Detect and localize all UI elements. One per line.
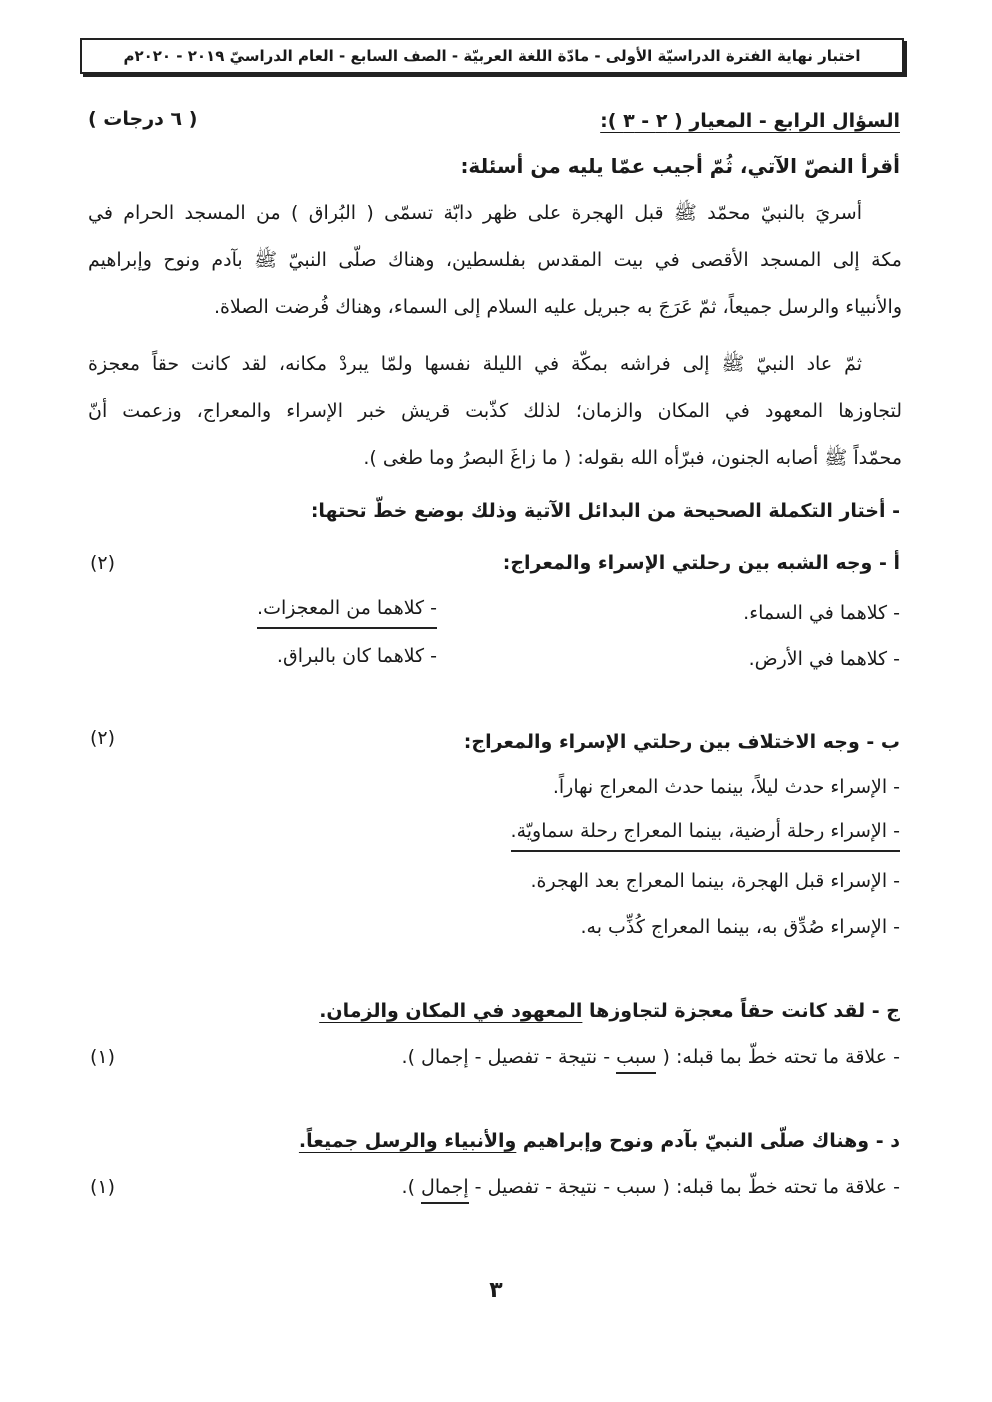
exam-header (80, 38, 904, 74)
item-c-choice-result[interactable]: نتيجة (558, 1046, 598, 1068)
item-d-mark: (١) (90, 1176, 116, 1198)
item-d-choice-detail[interactable]: تفصيل (487, 1176, 540, 1198)
item-c-choice-cause[interactable]: سبب (616, 1046, 656, 1074)
question-title: السؤال الرابع - المعيار ( ٢ - ٣ ): (600, 110, 900, 132)
item-b-option-3[interactable]: - الإسراء قبل الهجرة، بينما المعراج بعد الهجرة. (530, 870, 900, 892)
item-c-choice-detail[interactable]: تفصيل (487, 1046, 540, 1068)
task-instruction: - أختار التكملة الصحيحة من البدائل الآتية وذلك بوضع خطّ تحتها: (310, 500, 900, 522)
item-b-option-1[interactable]: - الإسراء حدث ليلاً، بينما حدث المعراج نهاراً. (552, 776, 900, 798)
item-c-underlined-phrase: المعهود في المكان والزمان. (319, 1000, 583, 1022)
item-b-option-4[interactable]: - الإسراء صُدِّق به، بينما المعراج كُذِّب به. (580, 916, 900, 938)
page-number: ٣ (489, 1278, 503, 1303)
passage-line: مكة إلى المسجد الأقصى في بيت المقدس بفلسطين، وهناك صلّى النبيّ ﷺ بآدم ونوح وإبراهيم (88, 249, 902, 271)
question-instruction: أقرأ النصّ الآتي، ثُمّ أجيب عمّا يليه من أسئلة: (460, 154, 900, 178)
item-c-relation-suffix: ). (401, 1046, 422, 1068)
passage-paragraph-2 (88, 341, 902, 482)
item-b-option-2[interactable]: - الإسراء رحلة أرضية، بينما المعراج رحلة سماويّة. (511, 820, 900, 852)
item-d-choice-cause[interactable]: سبب (616, 1176, 657, 1198)
item-d-relation-suffix: ). (401, 1176, 422, 1198)
item-d-choice-result[interactable]: نتيجة (558, 1176, 598, 1198)
separator: - (539, 1046, 559, 1068)
item-d-relation-prefix: - علاقة ما تحته خطّ بما قبله: ( (656, 1176, 900, 1198)
item-a-label: أ - وجه الشبه بين رحلتي الإسراء والمعراج: (502, 552, 900, 574)
passage-paragraph-1 (88, 190, 902, 331)
item-c-relation-prefix: - علاقة ما تحته خطّ بما قبله: ( (656, 1046, 900, 1068)
item-c-choice-summary[interactable]: إجمال (421, 1046, 469, 1068)
item-d-underlined-phrase: والأنبياء والرسل جميعاً. (298, 1130, 517, 1152)
passage-line: لتجاوزها المعهود في المكان والزمان؛ لذلك كذّبت قريش خبر الإسراء والمعراج، وزعمت أنّ (88, 400, 902, 422)
passage-line: أسريَ بالنبيّ محمّد ﷺ قبل الهجرة على ظهر دابّة تسمّى ( البُراق ) من المسجد الحرام في (88, 202, 862, 224)
item-a-option-2[interactable]: - كلاهما من المعجزات. (257, 597, 437, 629)
separator: - (468, 1176, 488, 1198)
passage-line: محمّداً ﷺ أصابه الجنون، فبرّأه الله بقوله: ( ما زاغَ البصرُ وما طغى ). (363, 447, 902, 469)
item-c-relation (402, 1046, 900, 1068)
item-a-option-1[interactable]: - كلاهما في السماء. (743, 602, 900, 624)
item-d-choice-summary[interactable]: إجمال (421, 1176, 469, 1204)
item-d-label (299, 1130, 900, 1152)
item-c-mark: (١) (90, 1046, 116, 1068)
question-grades: ( ٦ درجات ) (88, 108, 198, 130)
separator: - (468, 1046, 488, 1068)
item-b-label: ب - وجه الاختلاف بين رحلتي الإسراء والمعراج: (463, 731, 900, 753)
item-c-label-text: ج - لقد كانت حقاً معجزة لتجاوزها (582, 1000, 900, 1022)
item-a-option-3[interactable]: - كلاهما في الأرض. (748, 648, 900, 670)
separator: - (597, 1176, 617, 1198)
item-d-label-text: د - وهناك صلّى النبيّ بآدم ونوح وإبراهيم (516, 1130, 900, 1152)
exam-header-title: اختبار نهاية الفترة الدراسيّة الأولى - مادّة اللغة العربيّة - الصف السابع - العام الدراسيّ ٢٠١٩ - ٢٠٢٠م (123, 47, 861, 65)
item-a-option-4[interactable]: - كلاهما كان بالبراق. (276, 645, 437, 667)
separator: - (539, 1176, 559, 1198)
item-a-mark: (٢) (90, 552, 116, 574)
item-b-mark: (٢) (90, 727, 116, 749)
item-d-relation (402, 1176, 900, 1198)
item-c-label (319, 1000, 900, 1022)
passage-line: والأنبياء والرسل جميعاً، ثمّ عَرَجَ به جبريل عليه السلام إلى السماء، وهناك فُرضت الصلاة. (213, 296, 902, 318)
passage-line: ثمّ عاد النبيّ ﷺ إلى فراشه بمكّة في الليلة نفسها ولمّا يبردْ مكانه، لقد كانت حقاً معجزة (88, 353, 862, 375)
separator: - (597, 1046, 617, 1068)
